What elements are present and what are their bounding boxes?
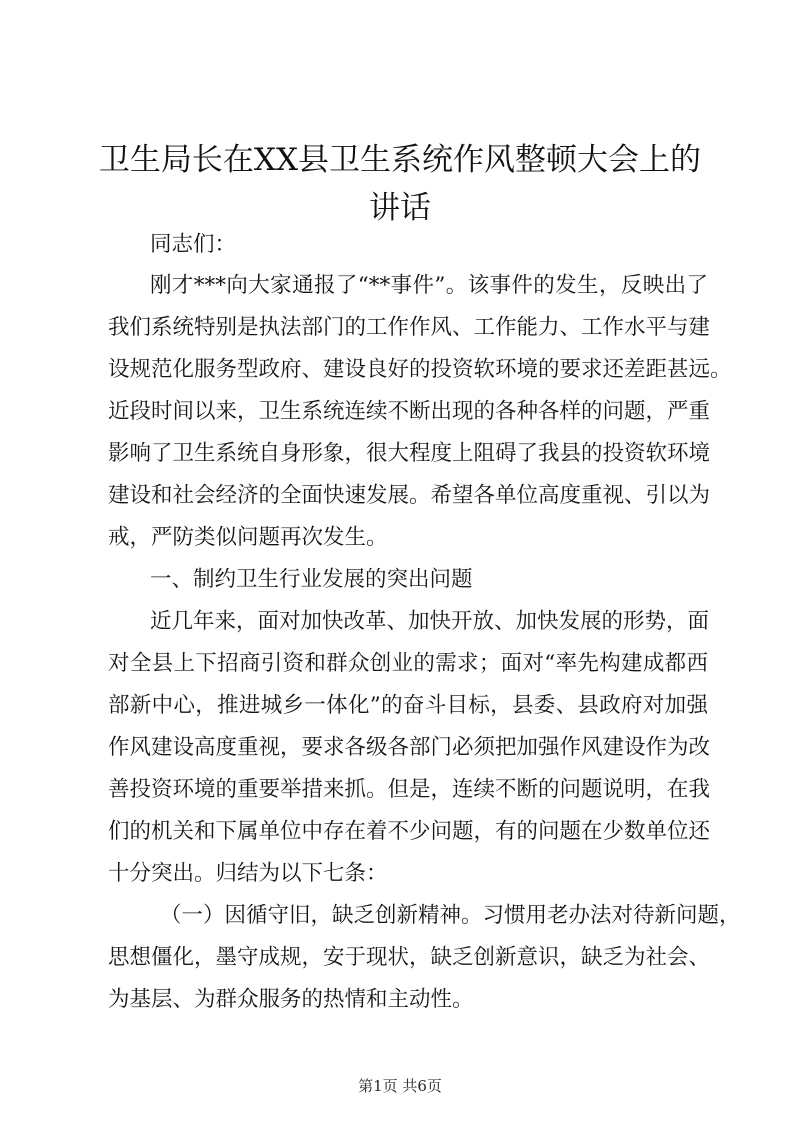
paragraph-line: 们的机关和下属单位中存在着不少问题，有的问题在少数单位还 bbox=[108, 819, 711, 844]
paragraph-line: 十分突出。归结为以下七条： bbox=[108, 861, 388, 886]
paragraph-line: 对全县上下招商引资和群众创业的需求；面对“率先构建成都西 bbox=[108, 651, 708, 676]
paragraph-line: 刚才***向大家通报了“**事件”。该事件的发生，反映出了 bbox=[150, 273, 708, 298]
paragraph-line: 近段时间以来，卫生系统连续不断出现的各种各样的问题，严重 bbox=[108, 399, 711, 424]
document-title-line-2: 讲话 bbox=[369, 190, 431, 226]
paragraph-line: 善投资环境的重要举措来抓。但是，连续不断的问题说明，在我 bbox=[108, 777, 711, 802]
paragraph-line: 部新中心，推进城乡一体化”的奋斗目标，县委、县政府对加强 bbox=[108, 693, 708, 718]
section-heading: 一、制约卫生行业发展的突出问题 bbox=[150, 567, 473, 592]
paragraph-line: 近几年来，面对加快改革、加快开放、加快发展的形势，面 bbox=[150, 609, 710, 634]
subsection-line: （一）因循守旧，缺乏创新精神。习惯用老办法对待新问题， bbox=[160, 903, 741, 928]
paragraph-line: 作风建设高度重视，要求各级各部门必须把加强作风建设作为改 bbox=[108, 735, 711, 760]
salutation: 同志们： bbox=[150, 232, 237, 257]
paragraph-line: 戒，严防类似问题再次发生。 bbox=[108, 525, 388, 550]
paragraph-line: 为基层、为群众服务的热情和主动性。 bbox=[108, 987, 474, 1012]
paragraph-line: 建设和社会经济的全面快速发展。希望各单位高度重视、引以为 bbox=[108, 483, 711, 508]
paragraph-line: 影响了卫生系统自身形象，很大程度上阻碍了我县的投资软环境 bbox=[108, 441, 711, 466]
paragraph-line: 我们系统特别是执法部门的工作作风、工作能力、工作水平与建 bbox=[108, 315, 711, 340]
page-number: 第1页 共6页 bbox=[358, 1077, 442, 1095]
paragraph-line: 设规范化服务型政府、建设良好的投资软环境的要求还差距甚远。 bbox=[108, 357, 732, 382]
document-title-line-1: 卫生局长在XX县卫生系统作风整顿大会上的 bbox=[98, 142, 702, 178]
paragraph-line: 思想僵化，墨守成规，安于现状，缺乏创新意识，缺乏为社会、 bbox=[108, 945, 711, 970]
